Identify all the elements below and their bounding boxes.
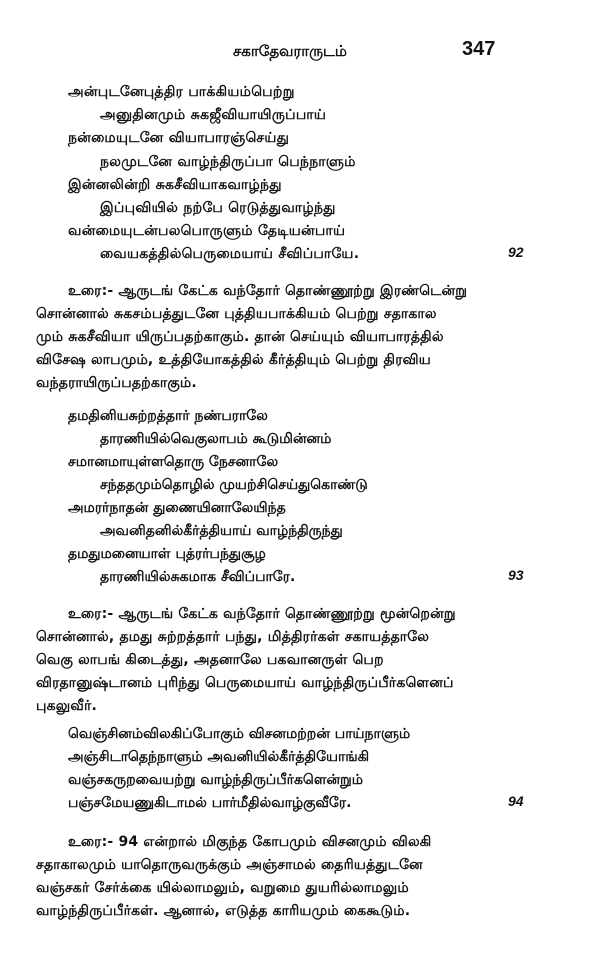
verse-line: பஞ்சமேயணுகிடாமல் பார்மீதில்வாழ்குவீரே. <box>68 795 352 811</box>
verse-line: சந்ததமும்தொழில் முயற்சிசெய்துகொண்டு <box>100 477 368 493</box>
commentary-line: வஞ்சகர் சேர்க்கை யில்லாமலும், வறுமை துயரில்லாமலும் <box>36 880 409 896</box>
verse-line: அவனிதனில்கீர்த்தியாய் வாழ்ந்திருந்து <box>100 523 343 539</box>
verse-line: அமரர்நாதன் துணையினாலேயிந்த <box>68 500 286 516</box>
verse-line: வெஞ்சினம்விலகிப்போகும் விசனமற்றன் பாய்நாளும் <box>68 726 411 742</box>
commentary-line: விரதானுஷ்டானம் புரிந்து பெருமையாய் வாழ்ந்திருப்பீர்களெனப் <box>36 675 454 691</box>
verse-line: அன்புடனேபுத்திர பாக்கியம்பெற்று <box>68 84 295 100</box>
verse-line: தாரணியில்வெகுலாபம் கூடுமின்னம் <box>100 431 332 447</box>
commentary-line: சதாகாலமும் யாதொருவருக்கும் அஞ்சாமல் தைரியத்துடனே <box>36 857 423 873</box>
verse-line: சமானமாயுள்ளதொரு நேசனாலே <box>68 454 279 470</box>
commentary-line: புகலுவீர். <box>36 698 98 714</box>
verse-line: தாரணியில்சுகமாக சீவிப்பாரே. <box>100 569 296 585</box>
commentary-line: வந்தராயிருப்பதற்காகும். <box>36 375 197 391</box>
verse-line: அஞ்சிடாதெந்நாளும் அவனியில்கீர்த்தியோங்கி <box>68 749 370 765</box>
commentary-line: உரை:- ஆருடங் கேட்க வந்தோர் தொண்ணூற்று மூன்றென்று <box>68 606 456 622</box>
commentary-line: வாழ்ந்திருப்பீர்கள். ஆனால், எடுத்த காரியமும் கைகூடும். <box>36 903 411 919</box>
verse-line: நன்மையுடனே வியாபாரஞ்செய்து <box>68 130 290 146</box>
verse-number: 92 <box>508 244 524 260</box>
verse-line: அனுதினமும் சுகஜீவியாயிருப்பாய் <box>100 107 327 123</box>
page-number: 347 <box>462 38 496 60</box>
verse-line: வையகத்தில்பெருமையாய் சீவிப்பாயே. <box>100 246 360 262</box>
commentary-line: உரை:- ஆருடங் கேட்க வந்தோர் தொண்ணூற்று இரண்டென்று <box>68 283 468 299</box>
verse-line: நலமுடனே வாழ்ந்திருப்பா பெந்நாளும் <box>100 154 356 170</box>
commentary-line: உரை:- 94 என்றால் மிகுந்த கோபமும் விசனமும் விலகி <box>68 834 432 850</box>
verse-line: வஞ்சகருறவையற்று வாழ்ந்திருப்பீர்களென்றும் <box>68 772 363 788</box>
running-title: சகாதேவராருடம் <box>232 42 347 60</box>
commentary-line: சொன்னால், தமது சுற்றத்தார் பந்து, மித்திரர்கள் சகாயத்தாலே <box>36 629 430 645</box>
verse-line: இன்னலின்றி சுகசீவியாகவாழ்ந்து <box>68 177 282 193</box>
verse-line: வன்மையுடன்பலபொருளும் தேடியன்பாய் <box>68 223 346 239</box>
verse-line: இப்புவியில் நற்பே ரெடுத்துவாழ்ந்து <box>100 200 336 216</box>
commentary-line: வெகு லாபங் கிடைத்து, அதனாலே பகவானருள் பெற <box>36 652 384 668</box>
commentary-line: மும் சுகசீவியா யிருப்பதற்காகும். தான் செய்யும் வியாபாரத்தில் <box>36 329 444 345</box>
commentary-line: சொன்னால் சுகசம்பத்துடனே புத்தியபாக்கியம் பெற்று சதாகால <box>36 306 437 322</box>
verse-number: 93 <box>508 567 524 583</box>
verse-line: தமதுமனையாள் புத்ரர்பந்துசூழ <box>68 546 266 562</box>
verse-number: 94 <box>508 793 524 809</box>
commentary-line: விசேஷ லாபமும், உத்தியோகத்தில் கீர்த்தியும் பெற்று திரவிய <box>36 352 431 368</box>
verse-line: தமதினியசுற்றத்தார் நண்பராலே <box>68 408 268 424</box>
